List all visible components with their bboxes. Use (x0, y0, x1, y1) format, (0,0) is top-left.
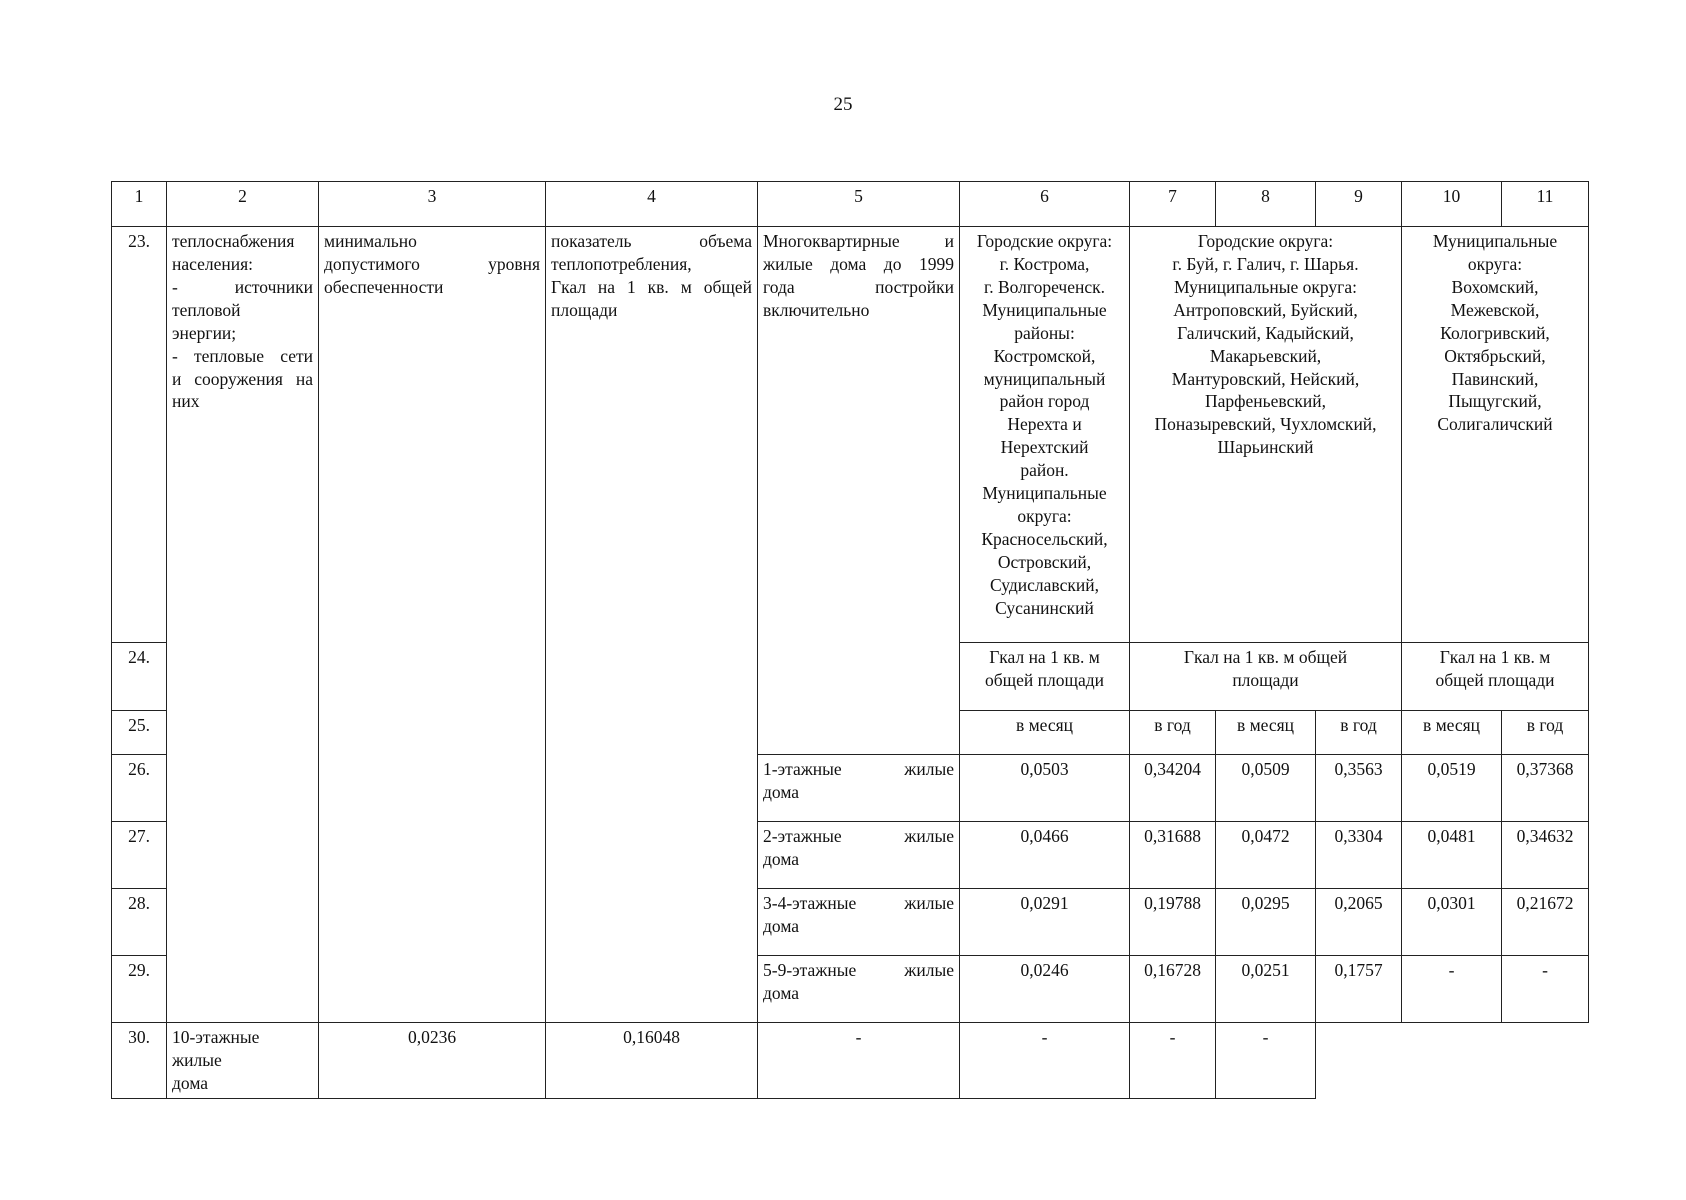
column-number: 6 (960, 182, 1130, 227)
row-number: 28. (112, 889, 167, 956)
indicator-cell: показатель объема теплопотребления, Гкал на 1 кв. м общей площади (546, 227, 758, 1023)
column-number: 2 (167, 182, 319, 227)
value-cell: 0,1757 (1316, 956, 1402, 1023)
territory-group-1: Городские округа: г. Кострома, г. Волгореченск. Муниципальные районы: Костромской, муниципальный район город Нерехта и Нерехтский район. Муниципальные округа: Красносельский, Островский, Судиславский, Сусанинский (960, 227, 1130, 643)
row-number: 30. (112, 1023, 167, 1099)
row-number: 26. (112, 755, 167, 822)
value-cell: - (758, 1023, 960, 1099)
value-cell: 0,37368 (1502, 755, 1589, 822)
unit-cell: Гкал на 1 кв. м общей площади (960, 643, 1130, 711)
period-label: в год (1316, 711, 1402, 755)
value-cell: 0,0246 (960, 956, 1130, 1023)
column-number: 7 (1130, 182, 1216, 227)
building-type: 2-этажные жилые дома (758, 822, 960, 889)
territory-group-3: Муниципальные округа: Вохомский, Межевской, Кологривский, Октябрьский, Павинский, Пыщугский, Солигаличский (1402, 227, 1589, 643)
value-cell: 0,34204 (1130, 755, 1216, 822)
value-cell: - (1502, 956, 1589, 1023)
value-cell: - (1402, 956, 1502, 1023)
building-type: 10-этажные жилые дома (167, 1023, 319, 1099)
row-number: 25. (112, 711, 167, 755)
value-cell: 0,34632 (1502, 822, 1589, 889)
value-cell: 0,0481 (1402, 822, 1502, 889)
column-number: 9 (1316, 182, 1402, 227)
value-cell: 0,0509 (1216, 755, 1316, 822)
unit-cell: Гкал на 1 кв. м общей площади (1130, 643, 1402, 711)
value-cell: - (960, 1023, 1130, 1099)
column-number: 3 (319, 182, 546, 227)
value-cell: 0,16728 (1130, 956, 1216, 1023)
value-cell: - (1216, 1023, 1316, 1099)
value-cell: 0,0301 (1402, 889, 1502, 956)
column-number: 4 (546, 182, 758, 227)
value-cell: 0,0295 (1216, 889, 1316, 956)
value-cell: 0,0251 (1216, 956, 1316, 1023)
building-type: 3-4-этажные жилые дома (758, 889, 960, 956)
value-cell: 0,21672 (1502, 889, 1589, 956)
table-row (112, 227, 1589, 643)
value-cell: 0,0519 (1402, 755, 1502, 822)
row-number: 29. (112, 956, 167, 1023)
period-label: в месяц (960, 711, 1130, 755)
row-number: 24. (112, 643, 167, 711)
territory-group-2: Городские округа: г. Буй, г. Галич, г. Шарья. Муниципальные округа: Антроповский, Буйский, Галичский, Кадыйский, Макарьевский, Мантуровский, Нейский, Парфеньевский, Поназыревский, Чухломский, Шарьинский (1130, 227, 1402, 643)
value-cell: 0,3304 (1316, 822, 1402, 889)
value-cell: 0,0472 (1216, 822, 1316, 889)
value-cell: 0,3563 (1316, 755, 1402, 822)
value-cell: 0,19788 (1130, 889, 1216, 956)
value-cell: 0,31688 (1130, 822, 1216, 889)
column-number: 1 (112, 182, 167, 227)
value-cell: 0,0236 (319, 1023, 546, 1099)
value-cell: 0,16048 (546, 1023, 758, 1099)
column-number-row (112, 182, 1589, 227)
period-label: в месяц (1216, 711, 1316, 755)
page-number: 25 (833, 94, 853, 115)
table-row (112, 1023, 1589, 1099)
building-type: 1-этажные жилые дома (758, 755, 960, 822)
unit-cell: Гкал на 1 кв. м общей площади (1402, 643, 1589, 711)
value-cell: 0,0291 (960, 889, 1130, 956)
period-label: в год (1130, 711, 1216, 755)
value-cell: - (1130, 1023, 1216, 1099)
value-cell: 0,0503 (960, 755, 1130, 822)
column-number: 11 (1502, 182, 1589, 227)
building-type: 5-9-этажные жилые дома (758, 956, 960, 1023)
service-type-cell: теплоснабжения населения: - источники тепловой энергии; - тепловые сети и сооружения на них (167, 227, 319, 1023)
standards-table (111, 181, 1589, 1099)
column-number: 10 (1402, 182, 1502, 227)
column-number: 8 (1216, 182, 1316, 227)
value-cell: 0,2065 (1316, 889, 1402, 956)
value-cell: 0,0466 (960, 822, 1130, 889)
column-number: 5 (758, 182, 960, 227)
period-label: в месяц (1402, 711, 1502, 755)
row-number: 23. (112, 227, 167, 643)
row-number: 27. (112, 822, 167, 889)
norm-level-cell: минимально допустимого уровня обеспеченности (319, 227, 546, 1023)
period-label: в год (1502, 711, 1589, 755)
building-category-cell: Многоквартирные и жилые дома до 1999 года постройки включительно (758, 227, 960, 755)
